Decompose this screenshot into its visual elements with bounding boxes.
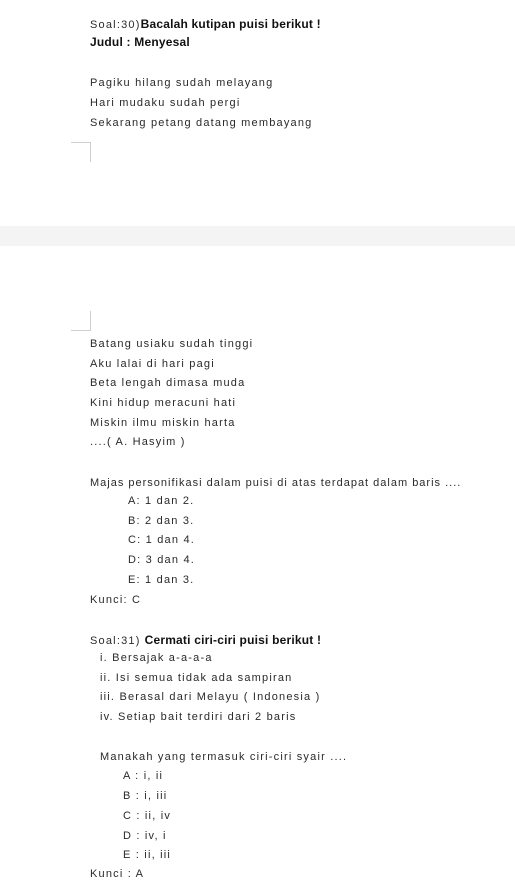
page-corner-mark	[71, 142, 91, 162]
poem-line: Aku lalai di hari pagi	[90, 358, 215, 370]
q30-option-e: E: 1 dan 3.	[128, 574, 195, 586]
q31-option-a: A : i, ii	[123, 770, 164, 782]
q30-option-c: C: 1 dan 4.	[128, 534, 196, 546]
q31-statement: iv. Setiap bait terdiri dari 2 baris	[100, 711, 297, 723]
q31-heading	[90, 631, 321, 649]
q31-question: Manakah yang termasuk ciri-ciri syair ....	[100, 751, 348, 763]
poem-author: ....( A. Hasyim )	[90, 436, 186, 448]
q30-option-b: B: 2 dan 3.	[128, 515, 195, 527]
q30-option-d: D: 3 dan 4.	[128, 554, 196, 566]
poem-line: Kini hidup meracuni hati	[90, 397, 237, 409]
q31-option-d: D : iv, i	[123, 830, 167, 842]
poem-title: Judul : Menyesal	[90, 35, 190, 49]
page-break	[0, 226, 515, 246]
q30-question: Majas personifikasi dalam puisi di atas terdapat dalam baris ....	[90, 477, 462, 489]
poem-line: Miskin ilmu miskin harta	[90, 417, 236, 429]
q30-option-a: A: 1 dan 2.	[128, 495, 195, 507]
q31-statement: iii. Berasal dari Melayu ( Indonesia )	[100, 691, 321, 703]
poem-line: Hari mudaku sudah pergi	[90, 97, 241, 109]
poem-line: Sekarang petang datang membayang	[90, 117, 313, 129]
q31-answer-key: Kunci : A	[90, 868, 145, 880]
q30-instruction: Bacalah kutipan puisi berikut !	[140, 17, 321, 31]
q30-answer-key: Kunci: C	[90, 594, 142, 606]
q31-option-b: B : i, iii	[123, 790, 168, 802]
q31-statement: i. Bersajak a-a-a-a	[100, 652, 213, 664]
q31-instruction: Cermati ciri-ciri puisi berikut !	[144, 633, 322, 647]
q30-heading	[90, 15, 321, 33]
page-corner-mark	[71, 311, 91, 331]
q31-number: Soal:31)	[90, 635, 141, 647]
poem-line: Pagiku hilang sudah melayang	[90, 77, 274, 89]
q30-number: Soal:30)	[90, 19, 141, 31]
poem-line: Beta lengah dimasa muda	[90, 377, 246, 389]
q31-option-c: C : ii, iv	[123, 810, 172, 822]
q31-statement: ii. Isi semua tidak ada sampiran	[100, 672, 293, 684]
q31-option-e: E : ii, iii	[123, 849, 172, 861]
poem-line: Batang usiaku sudah tinggi	[90, 338, 254, 350]
